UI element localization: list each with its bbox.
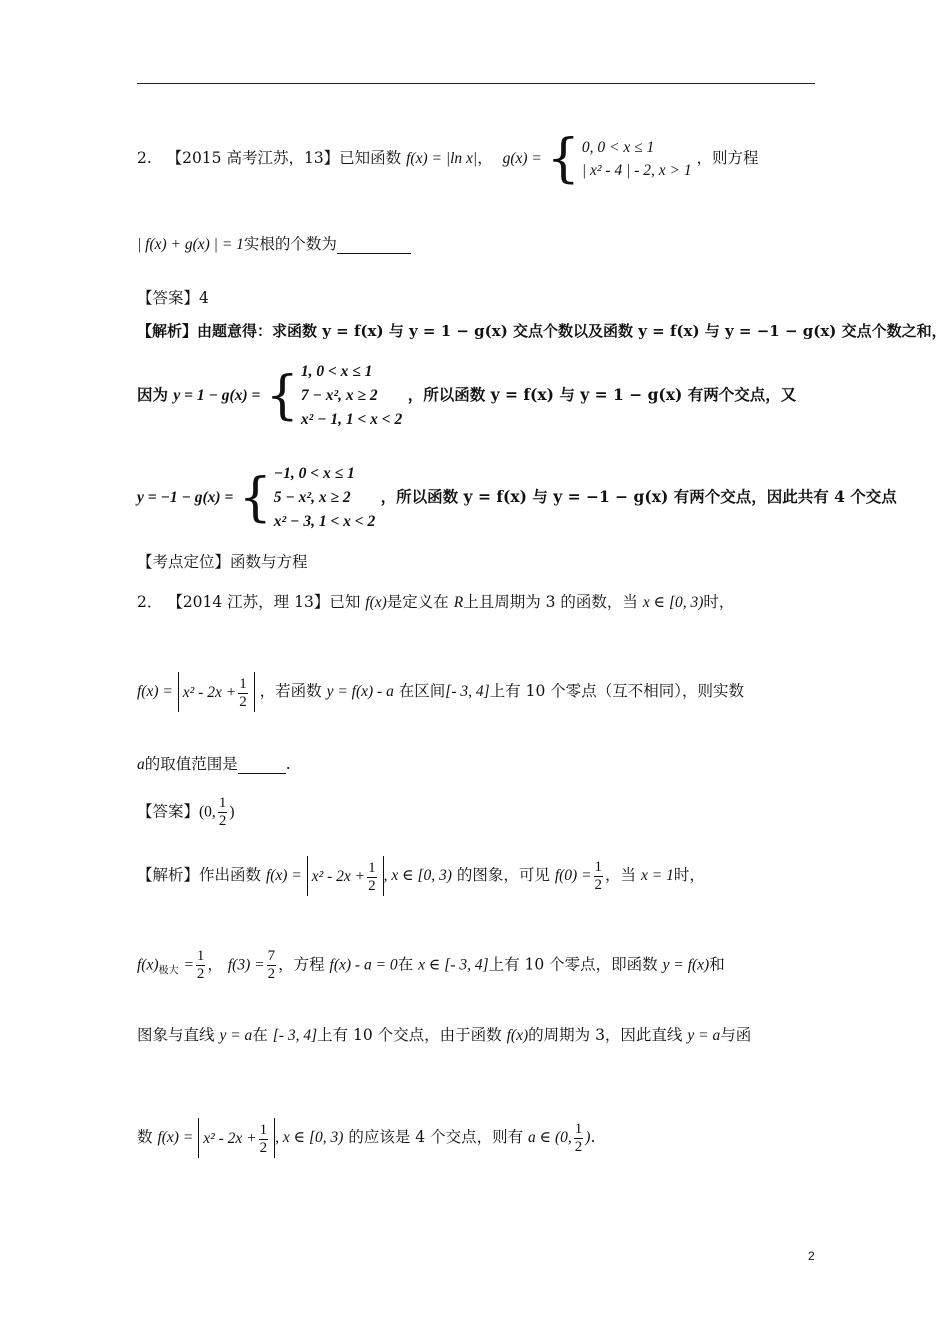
- analysis-2015-case1: 因为 y = 1 − g(x) = { 1, 0 < x ≤ 1 7 − x², x ≥ 2 x² − 1, 1 < x < 2 ，所以函数 y = f(x) 与 y = 1 − g(x) 有两个交点，又: [137, 363, 797, 428]
- problem-2014-question: a的取值范围是 .: [137, 755, 291, 773]
- problem-2014-statement: 2． 【2014 江苏，理 13】已知 f(x)是定义在 R上且周期为 3 的函数，当 x ∈ [0, 3)时，: [137, 593, 735, 611]
- problem-2015-question: | f(x) + g(x) | = 1实根的个数为: [137, 232, 411, 254]
- analysis-2015-case2: y = −1 − g(x) = { −1, 0 < x ≤ 1 5 − x², x ≥ 2 x² − 3, 1 < x < 2 ，所以函数 y = f(x) 与 y = −1 − g(x) 有两个交点，因此共有 4 个交点: [137, 465, 897, 530]
- problem-2015-statement: 2. 【2015 高考江苏，13】已知函数 f(x) = |ln x|， g(x) = { 0, 0 < x ≤ 1 | x² - 4 | - 2, x > 1 ，则方程: [137, 129, 759, 189]
- analysis-2014-line3: 图象与直线 y = a在 [- 3, 4]上有 10 个交点，由于函数 f(x)的周期为 3，因此直线 y = a与函: [137, 1026, 752, 1044]
- problem-2014-definition: f(x) = x² - 2x + $\frac{1}{2}$ ，若函数 y = f(x) - a 在区间[- 3, 4]上有 10 个零点（互不相同），则实数: [137, 672, 744, 712]
- topic-2015: 【考点定位】函数与方程: [137, 553, 308, 571]
- page-number: 2: [808, 1249, 815, 1263]
- answer-2015: 【答案】4: [137, 289, 209, 307]
- analysis-2014-line4: 数 f(x) = x² - 2x + $\frac{1}{2}$ , x ∈ [0, 3) 的应该是 4 个交点，则有 a ∈ (0, $\frac{1}{2}$ ).: [137, 1118, 595, 1158]
- analysis-2014-line1: 【解析】作出函数 f(x) = x² - 2x + $\frac{1}{2}$ , x ∈ [0, 3) 的图象，可见 f(0) = $\frac{1}{2}$ ，当 x = 1时，: [137, 856, 705, 896]
- header-rule: [137, 83, 815, 84]
- answer-2014: 【答案】(0, $\frac{1}{2}$ ): [137, 795, 235, 829]
- analysis-2014-line2: $f(x)_{极大}$ = $\frac{1}{2}$ ， f(3) = $\frac{7}{2}$ ，方程 f(x) - a = 0在 x ∈ [- 3, 4]上有 10 个零点，即函数 y = f(x)和: [137, 948, 725, 982]
- analysis-2015: 【解析】由题意得：求函数 y = f(x) 与 y = 1 − g(x) 交点个数以及函数 y = f(x) 与 y = −1 − g(x) 交点个数之和，: [137, 322, 947, 340]
